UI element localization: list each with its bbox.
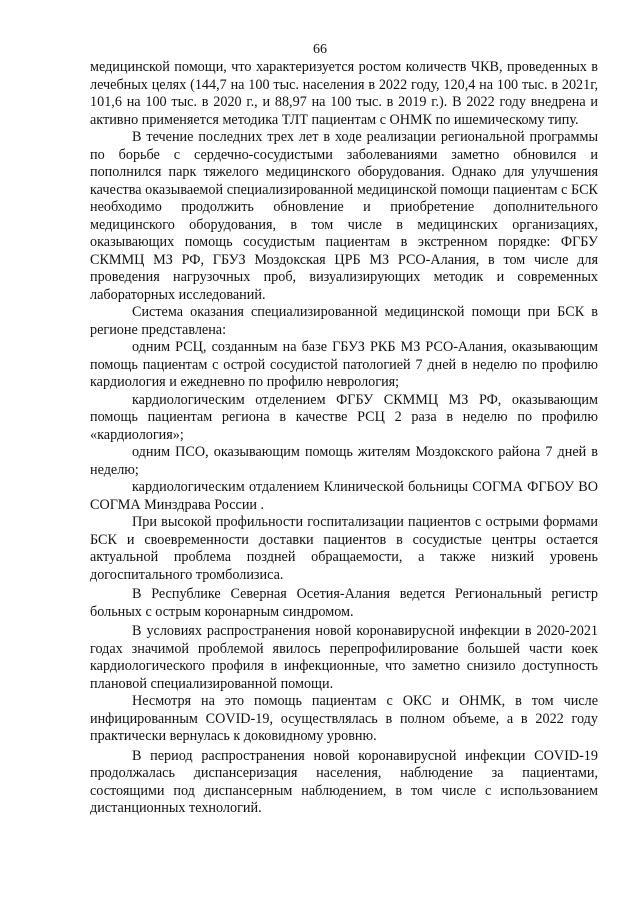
paragraph-6: одним ПСО, оказывающим помощь жителям Моздокского района 7 дней в неделю;: [90, 444, 598, 478]
paragraph-8: При высокой профильности госпитализации пациентов с острыми формами БСК и своевременности доставки пациентов в сосудистые центры остается актуальной проблема поздней обращаемости, а также низкий уровень догоспитального тромболизиса.: [90, 514, 598, 583]
paragraph-5: кардиологическим отделением ФГБУ СКММЦ МЗ РФ, оказывающим помощь пациентам региона в качестве РСЦ 2 раза в неделю по профилю «кардиология»;: [90, 391, 598, 443]
paragraph-2: В течение последних трех лет в ходе реализации региональной программы по борьбе с сердечно-сосудистыми заболеваниями заметно обновился и пополнился парк тяжелого медицинского оборудования. Однако для улучшения качества оказываемой специализированной медицинской помощи пациентам с БСК необходимо продолжить обновление и приобретение дополнительного медицинского оборудования, в том числе в медицинских организациях, оказывающих помощь сосудистым пациентам в экстренном порядке: ФГБУ СКММЦ МЗ РФ, ГБУЗ Моздокская ЦРБ МЗ РСО-Алания, в том числе для проведения нагрузочных проб, визуализирующих методик и современных лабораторных исследований.: [90, 129, 598, 303]
paragraph-1: медицинской помощи, что характеризуется ростом количеств ЧКВ, проведенных в лечебных целях (144,7 на 100 тыс. населения в 2022 году, 120,4 на 100 тыс. в 2021г, 101,6 на 100 тыс. в 2020 г., и 88,97 на 100 тыс. в 2019 г.). В 2022 году внедрена и активно применяется методика ТЛТ пациентам с ОНМК по ишемическому типу.: [90, 59, 598, 128]
page-body: [90, 59, 598, 818]
paragraph-11: Несмотря на это помощь пациентам с ОКС и ОНМК, в том числе инфицированным COVID-19, осуществлялась в полном объеме, а в 2022 году практически вернулась к доковидному уровню.: [90, 693, 598, 744]
paragraph-3: Система оказания специализированной медицинской помощи при БСК в регионе представлена:: [90, 304, 598, 338]
paragraph-7: кардиологическим отдалением Клинической больницы СОГМА ФГБОУ ВО СОГМА Минздрава России .: [90, 479, 598, 513]
page-number: 66: [313, 42, 327, 57]
paragraph-9: В Республике Северная Осетия-Алания ведется Региональный регистр больных с острым коронарным синдромом.: [90, 586, 598, 620]
paragraph-4: одним РСЦ, созданным на базе ГБУЗ РКБ МЗ РСО-Алания, оказывающим помощь пациентам с острой сосудистой патологией 7 дней в неделю по профилю кардиология и ежедневно по профилю неврология;: [90, 339, 598, 390]
paragraph-12: В период распространения новой коронавирусной инфекции COVID-19 продолжалась диспансеризация населения, наблюдение за пациентами, состоящими под диспансерным наблюдением, в том числе с использованием дистанционных технологий.: [90, 747, 598, 816]
paragraph-10: В условиях распространения новой коронавирусной инфекции в 2020-2021 годах значимой проблемой явилось перепрофилирование большей части коек кардиологического профиля в инфекционные, что заметно снизило доступность плановой специализированной помощи.: [90, 623, 598, 692]
